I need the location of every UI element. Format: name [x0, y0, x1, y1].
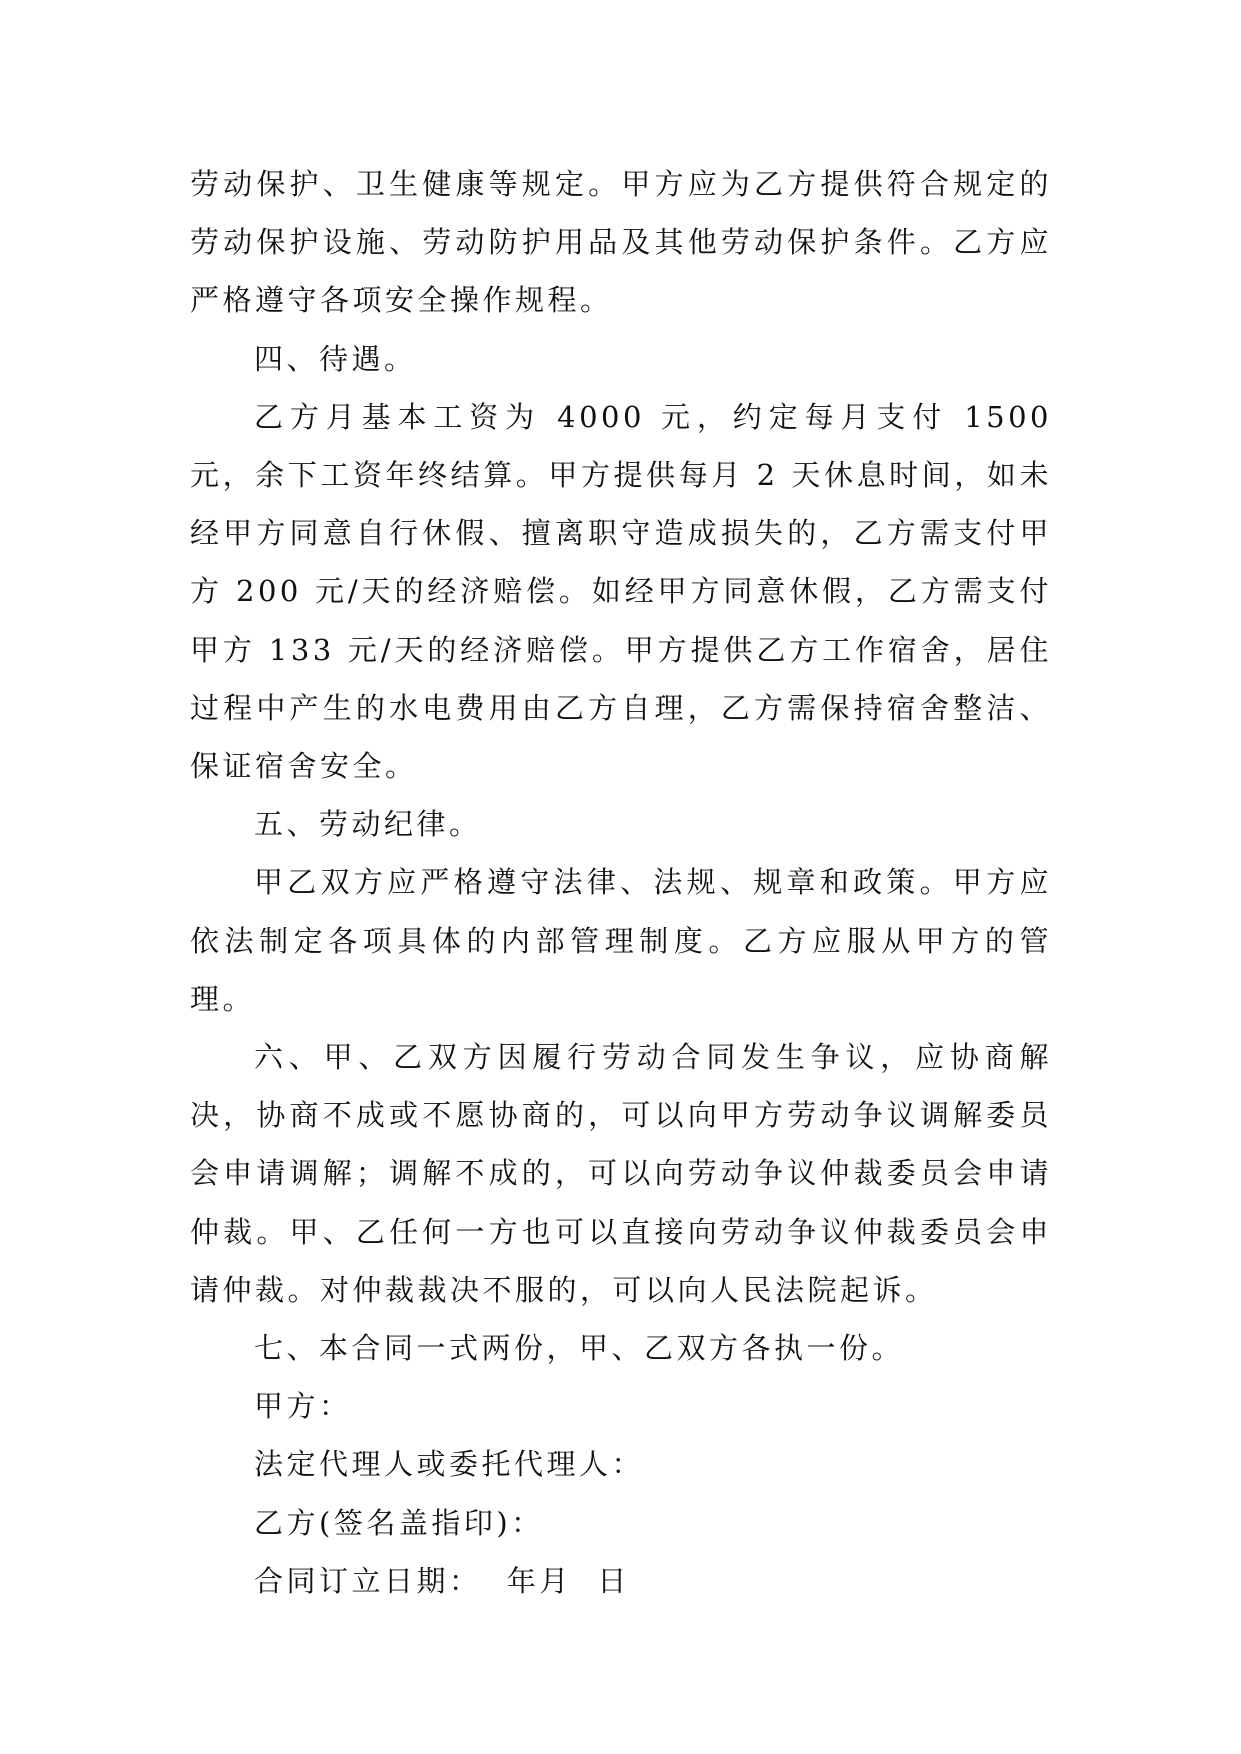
contract-date-line: 合同订立日期： 年月 日	[254, 1563, 630, 1598]
paragraph-wages: 乙方月基本工资为 4000 元，约定每月支付 1500 元，余下工资年终结算。甲方提供每月 2 天休息时间，如未经甲方同意自行休假、擅离职守造成损失的，乙方需支付甲方 200 元/天的经济赔偿。如经甲方同意休假，乙方需支付甲方 133 元/天的经济赔偿。甲方提供乙方工作宿舍，居住过程中产生的水电费用由乙方自理，乙方需保持宿舍整洁、保证宿舍安全。	[190, 399, 1052, 784]
paragraph-discipline: 甲乙双方应严格遵守法律、法规、规章和政策。甲方应依法制定各项具体的内部管理制度。乙方应服从甲方的管理。	[190, 865, 1052, 1016]
paragraph-section-6-disputes: 六、甲、乙双方因履行劳动合同发生争议，应协商解决，协商不成或不愿协商的，可以向甲方劳动争议调解委员会申请调解；调解不成的，可以向劳动争议仲裁委员会申请仲裁。甲、乙任何一方也可以直接向劳动争议仲裁委员会申请仲裁。对仲裁裁决不服的，可以向人民法院起诉。	[190, 1040, 1052, 1307]
paragraph-safety-continued: 劳动保护、卫生健康等规定。甲方应为乙方提供符合规定的劳动保护设施、劳动防护用品及其他劳动保护条件。乙方应严格遵守各项安全操作规程。	[190, 167, 1052, 318]
heading-section-5-discipline: 五、劳动纪律。	[254, 807, 482, 842]
paragraph-section-7-copies: 七、本合同一式两份，甲、乙双方各执一份。	[254, 1331, 905, 1366]
legal-representative-line: 法定代理人或委托代理人：	[254, 1447, 645, 1482]
party-b-signature-line: 乙方(签名盖指印)：	[254, 1505, 544, 1540]
party-a-signature-line: 甲方：	[254, 1389, 352, 1424]
heading-section-4-treatment: 四、待遇。	[254, 341, 417, 376]
document-body	[190, 155, 1052, 1610]
